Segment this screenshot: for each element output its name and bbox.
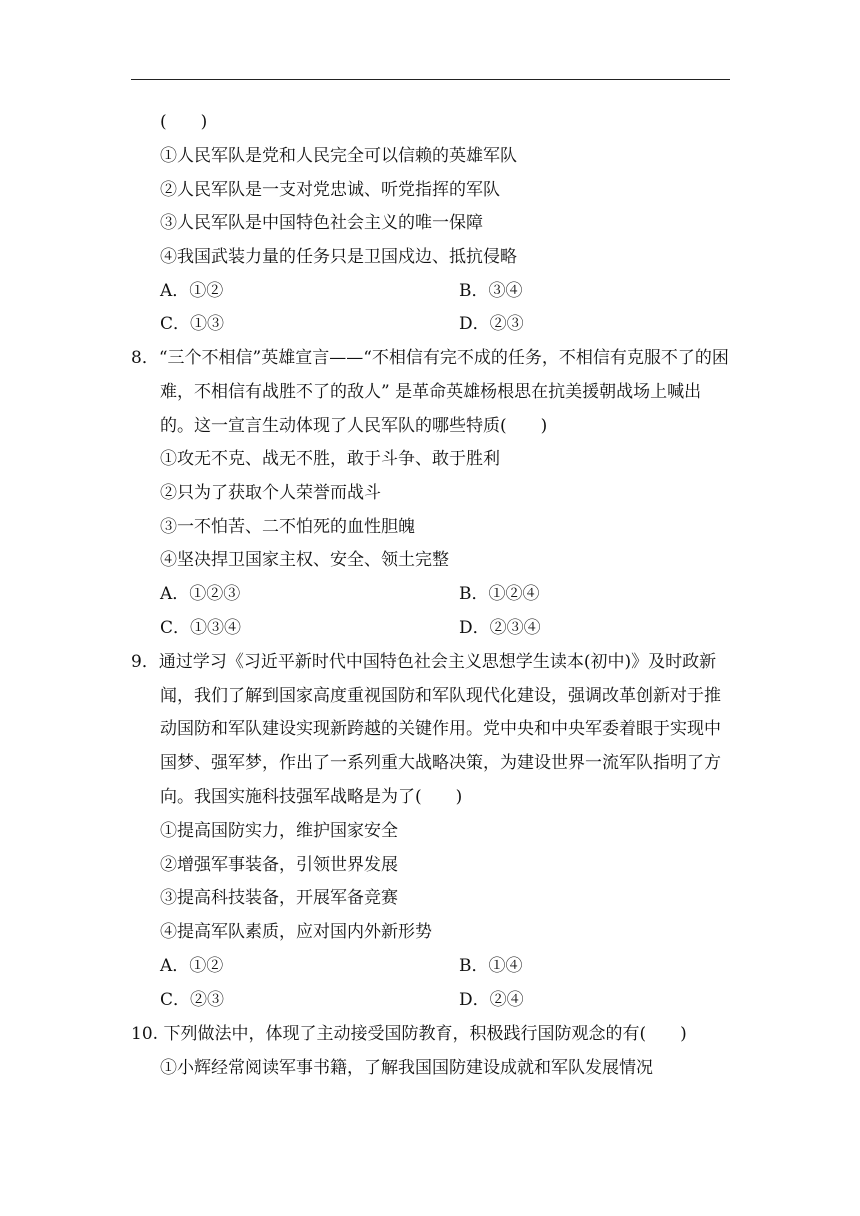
- q7-item-3: ③人民军队是中国特色社会主义的唯一保障: [160, 213, 483, 233]
- q7-option-d: D．②③: [459, 314, 524, 334]
- q8-option-b: B．①②④: [459, 584, 540, 604]
- q9-stem-line-2: 闻，我们了解到国家高度重视国防和军队现代化建设，强调改革创新对于推: [160, 686, 721, 706]
- q8-stem-line-3: 的。这一宣言生动体现了人民军队的哪些特质( ): [160, 416, 548, 436]
- q8-item-3: ③一不怕苦、二不怕死的血性胆魄: [160, 517, 415, 537]
- q9-stem-line-5: 向。我国实施科技强军战略是为了( ): [160, 787, 463, 807]
- q10-stem-line-1: 10. 下列做法中，体现了主动接受国防教育，积极践行国防观念的有( ): [131, 1024, 687, 1044]
- q7-item-1: ①人民军队是党和人民完全可以信赖的英雄军队: [160, 146, 517, 166]
- q7-option-a: A．①②: [160, 281, 224, 301]
- q9-option-a: A．①②: [160, 956, 224, 976]
- q7-answer-paren: ( ): [160, 112, 208, 132]
- q8-item-1: ①攻无不克、战无不胜，敢于斗争、敢于胜利: [160, 449, 500, 469]
- q8-stem-line-2: 难，不相信有战胜不了的敌人” 是革命英雄杨根思在抗美援朝战场上喊出: [160, 382, 702, 402]
- q8-stem-line-1: 8．“三个不相信”英雄宣言——“不相信有完不成的任务，不相信有克服不了的困: [131, 348, 729, 368]
- q7-item-4: ④我国武装力量的任务只是卫国戍边、抵抗侵略: [160, 247, 517, 267]
- q8-item-4: ④坚决捍卫国家主权、安全、领土完整: [160, 550, 449, 570]
- header-rule: [131, 79, 730, 80]
- q7-option-c: C．①③: [160, 314, 225, 334]
- q9-stem-line-1: 9．通过学习《习近平新时代中国特色社会主义思想学生读本(初中)》及时政新: [131, 652, 717, 672]
- q9-option-c: C．②③: [160, 990, 225, 1010]
- q8-option-d: D．②③④: [459, 618, 541, 638]
- q9-item-3: ③提高科技装备，开展军备竞赛: [160, 888, 398, 908]
- q9-stem-line-3: 动国防和军队建设实现新跨越的关键作用。党中央和中央军委着眼于实现中: [160, 719, 721, 739]
- q9-option-b: B．①④: [459, 956, 523, 976]
- q7-option-b: B．③④: [459, 281, 523, 301]
- q9-stem-line-4: 国梦、强军梦，作出了一系列重大战略决策，为建设世界一流军队指明了方: [160, 753, 721, 773]
- q9-item-4: ④提高军队素质，应对国内外新形势: [160, 922, 432, 942]
- q7-item-2: ②人民军队是一支对党忠诚、听党指挥的军队: [160, 180, 500, 200]
- q8-option-c: C．①③④: [160, 618, 242, 638]
- q9-option-d: D．②④: [459, 990, 524, 1010]
- q9-item-2: ②增强军事装备，引领世界发展: [160, 855, 398, 875]
- q9-item-1: ①提高国防实力，维护国家安全: [160, 821, 398, 841]
- q8-item-2: ②只为了获取个人荣誉而战斗: [160, 483, 381, 503]
- q10-item-1: ①小辉经常阅读军事书籍，了解我国国防建设成就和军队发展情况: [160, 1058, 653, 1078]
- q8-option-a: A．①②③: [160, 584, 241, 604]
